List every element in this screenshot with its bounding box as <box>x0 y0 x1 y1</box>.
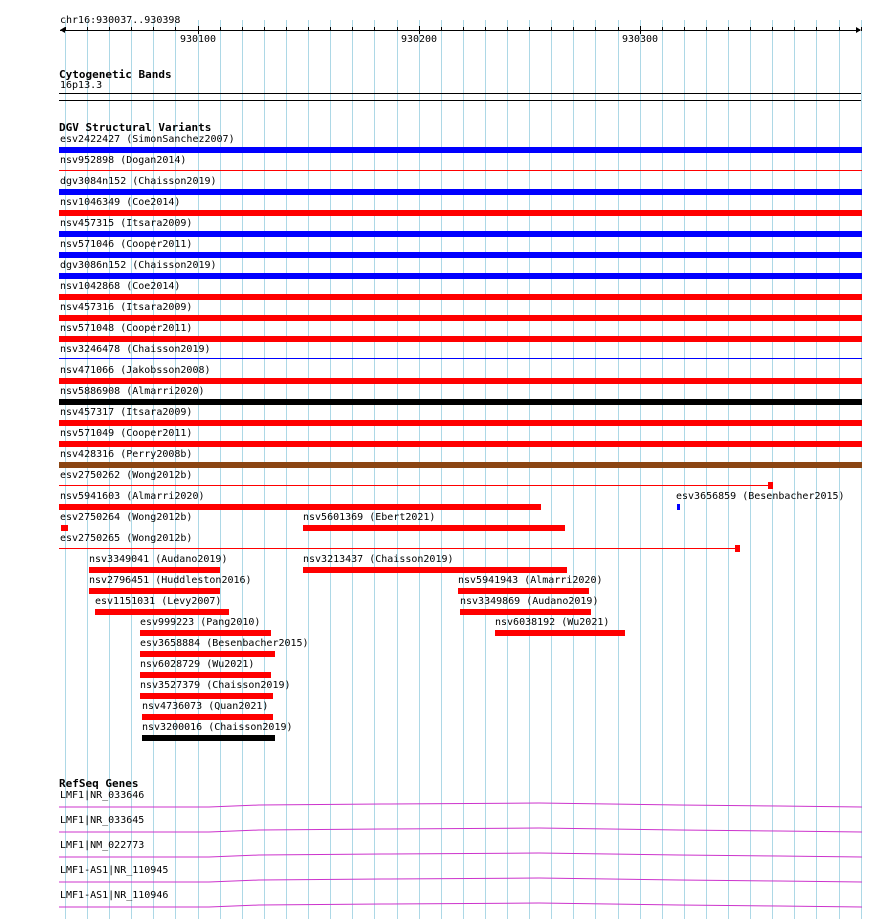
variant-label[interactable]: nsv5941943 (Almarri2020) <box>458 575 603 586</box>
variant-label[interactable]: nsv571048 (Cooper2011) <box>60 323 193 334</box>
ruler-axis <box>60 30 860 31</box>
variant-bar[interactable] <box>59 252 862 258</box>
variant-bar[interactable] <box>59 189 862 195</box>
ruler-minor-tick <box>65 27 66 31</box>
grid-line <box>772 20 773 919</box>
grid-line <box>242 20 243 919</box>
variant-bar[interactable] <box>89 567 220 573</box>
gene-label[interactable]: LMF1|NR_033646 <box>60 790 145 801</box>
grid-line <box>662 20 663 919</box>
variant-bar[interactable] <box>59 504 541 510</box>
ruler-minor-tick <box>419 26 420 34</box>
variant-label[interactable]: esv2750264 (Wong2012b) <box>60 512 193 523</box>
ruler-minor-tick <box>374 27 375 31</box>
variant-label[interactable]: nsv3200016 (Chaisson2019) <box>142 722 293 733</box>
variant-label[interactable]: nsv471066 (Jakobsson2008) <box>60 365 211 376</box>
gene-label[interactable]: LMF1|NM_022773 <box>60 840 145 851</box>
grid-line <box>750 20 751 919</box>
variant-label[interactable]: nsv3213437 (Chaisson2019) <box>303 554 454 565</box>
ruler-minor-tick <box>286 27 287 31</box>
variant-label[interactable]: nsv571049 (Cooper2011) <box>60 428 193 439</box>
variant-bar[interactable] <box>59 462 862 468</box>
gene-line <box>59 903 862 907</box>
ruler-minor-tick <box>551 27 552 31</box>
grid-line <box>529 20 530 919</box>
gene-label[interactable]: LMF1-AS1|NR_110946 <box>60 890 169 901</box>
variant-label[interactable]: nsv3527379 (Chaisson2019) <box>140 680 291 691</box>
variant-label[interactable]: esv3656859 (Besenbacher2015) <box>676 491 845 502</box>
variant-label[interactable]: nsv571046 (Cooper2011) <box>60 239 193 250</box>
grid-line <box>839 20 840 919</box>
grid-line <box>286 20 287 919</box>
variant-bar[interactable] <box>61 525 68 531</box>
variant-label[interactable]: nsv3246478 (Chaisson2019) <box>60 344 211 355</box>
gene-model[interactable] <box>59 876 862 884</box>
grid-line <box>684 20 685 919</box>
ruler-minor-tick <box>662 27 663 31</box>
ruler-minor-tick <box>706 27 707 31</box>
variant-bar[interactable] <box>303 525 565 531</box>
grid-line <box>706 20 707 919</box>
ruler-minor-tick <box>87 27 88 31</box>
grid-line <box>198 20 199 919</box>
cytoband-bar-bottom <box>59 100 861 101</box>
variant-bar[interactable] <box>59 273 862 279</box>
variant-label[interactable]: nsv1042868 (Coe2014) <box>60 281 181 292</box>
variant-label[interactable]: nsv457317 (Itsara2009) <box>60 407 193 418</box>
gene-line <box>59 853 862 857</box>
grid-line <box>397 20 398 919</box>
variant-label[interactable]: esv999223 (Pang2010) <box>140 617 261 628</box>
variant-bar[interactable] <box>140 630 271 636</box>
ruler-minor-tick <box>397 27 398 31</box>
ruler-minor-tick <box>485 27 486 31</box>
variant-label[interactable]: nsv428316 (Perry2008b) <box>60 449 193 460</box>
cytoband-label: 16p13.3 <box>60 80 103 91</box>
variant-bar-cap[interactable] <box>735 545 740 552</box>
variant-bar[interactable] <box>59 485 771 486</box>
variant-label[interactable]: nsv457316 (Itsara2009) <box>60 302 193 313</box>
grid-line <box>794 20 795 919</box>
variant-bar[interactable] <box>495 630 625 636</box>
variant-label[interactable]: nsv2796451 (Huddleston2016) <box>89 575 252 586</box>
grid-line <box>573 20 574 919</box>
location-label: chr16:930037..930398 <box>60 15 181 26</box>
variant-label[interactable]: esv1151031 (Levy2007) <box>95 596 222 607</box>
ruler-tick-label: 930100 <box>179 34 217 45</box>
gene-model[interactable] <box>59 826 862 834</box>
ruler-minor-tick <box>198 26 199 34</box>
variant-bar[interactable] <box>59 358 862 359</box>
grid-line <box>330 20 331 919</box>
variant-bar[interactable] <box>59 420 862 426</box>
ruler-minor-tick <box>507 27 508 31</box>
gene-model[interactable] <box>59 901 862 909</box>
gene-line <box>59 828 862 832</box>
ruler-minor-tick <box>794 27 795 31</box>
grid-line <box>374 20 375 919</box>
variant-label[interactable]: nsv6038192 (Wu2021) <box>495 617 610 628</box>
ruler-minor-tick <box>618 27 619 31</box>
ruler[interactable] <box>0 0 890 50</box>
gene-label[interactable]: LMF1|NR_033645 <box>60 815 145 826</box>
variant-bar[interactable] <box>677 504 680 510</box>
variant-bar[interactable] <box>59 170 862 171</box>
variant-bar[interactable] <box>140 672 271 678</box>
gene-label[interactable]: LMF1-AS1|NR_110945 <box>60 865 169 876</box>
variant-label[interactable]: esv2422427 (SimonSanchez2007) <box>60 134 235 145</box>
variant-label[interactable]: nsv3349869 (Audano2019) <box>460 596 599 607</box>
variant-bar[interactable] <box>460 609 591 615</box>
variant-bar[interactable] <box>303 567 567 573</box>
ruler-minor-tick <box>595 27 596 31</box>
ruler-minor-tick <box>308 27 309 31</box>
ruler-minor-tick <box>573 27 574 31</box>
variant-bar[interactable] <box>59 378 862 384</box>
variant-bar[interactable] <box>142 735 275 741</box>
cytoband-bar-top <box>59 93 861 94</box>
grid-line <box>507 20 508 919</box>
gene-model[interactable] <box>59 851 862 859</box>
grid-line <box>264 20 265 919</box>
grid-line <box>816 20 817 919</box>
gene-line <box>59 878 862 882</box>
ruler-minor-tick <box>640 26 641 34</box>
ruler-minor-tick <box>153 27 154 31</box>
variant-bar[interactable] <box>59 231 862 237</box>
variant-bar[interactable] <box>140 651 275 657</box>
cytoband-track-title: Cytogenetic Bands <box>59 68 172 81</box>
variant-label[interactable]: nsv5886908 (Almarri2020) <box>60 386 205 397</box>
variant-bar-cap[interactable] <box>768 482 773 489</box>
grid-line <box>463 20 464 919</box>
ruler-minor-tick <box>109 27 110 31</box>
variant-bar[interactable] <box>59 399 862 405</box>
variant-bar[interactable] <box>59 441 862 447</box>
grid-line <box>485 20 486 919</box>
grid-line <box>352 20 353 919</box>
variant-label[interactable]: nsv5601369 (Ebert2021) <box>303 512 436 523</box>
variant-bar[interactable] <box>59 210 862 216</box>
variant-label[interactable]: dgv3086n152 (Chaisson2019) <box>60 260 217 271</box>
ruler-minor-tick <box>441 27 442 31</box>
variant-bar[interactable] <box>59 294 862 300</box>
grid-line <box>618 20 619 919</box>
variant-label[interactable]: nsv6028729 (Wu2021) <box>140 659 255 670</box>
ruler-tick-label: 930300 <box>621 34 659 45</box>
ruler-minor-tick <box>131 27 132 31</box>
variant-bar[interactable] <box>59 315 862 321</box>
variant-bar[interactable] <box>59 336 862 342</box>
variant-bar[interactable] <box>59 548 739 549</box>
ruler-minor-tick <box>242 27 243 31</box>
variant-label[interactable]: nsv3349041 (Audano2019) <box>89 554 228 565</box>
ruler-minor-tick <box>861 27 862 31</box>
ruler-minor-tick <box>175 27 176 31</box>
variant-bar[interactable] <box>140 693 273 699</box>
ruler-minor-tick <box>330 27 331 31</box>
grid-line <box>728 20 729 919</box>
grid-line <box>640 20 641 919</box>
variant-bar[interactable] <box>458 588 589 594</box>
ruler-minor-tick <box>772 27 773 31</box>
ruler-minor-tick <box>463 27 464 31</box>
grid-line <box>220 20 221 919</box>
ruler-minor-tick <box>352 27 353 31</box>
refseq-track-title: RefSeq Genes <box>59 777 139 790</box>
gene-model[interactable] <box>59 801 862 809</box>
ruler-minor-tick <box>839 27 840 31</box>
dgv-track-title: DGV Structural Variants <box>59 121 212 134</box>
grid-line <box>861 20 862 919</box>
grid-line <box>551 20 552 919</box>
variant-label[interactable]: esv3658884 (Besenbacher2015) <box>140 638 309 649</box>
variant-bar[interactable] <box>89 588 220 594</box>
cytoband-track[interactable] <box>0 66 890 106</box>
variant-label[interactable]: nsv457315 (Itsara2009) <box>60 218 193 229</box>
grid-line <box>308 20 309 919</box>
variant-bar[interactable] <box>142 714 273 720</box>
variant-label[interactable]: dgv3084n152 (Chaisson2019) <box>60 176 217 187</box>
variant-bar[interactable] <box>95 609 229 615</box>
ruler-minor-tick <box>529 27 530 31</box>
ruler-minor-tick <box>816 27 817 31</box>
grid-line <box>595 20 596 919</box>
variant-label[interactable]: esv2750262 (Wong2012b) <box>60 470 193 481</box>
grid-line <box>441 20 442 919</box>
grid-line <box>419 20 420 919</box>
ruler-minor-tick <box>684 27 685 31</box>
gene-line <box>59 803 862 807</box>
variant-label[interactable]: esv2750265 (Wong2012b) <box>60 533 193 544</box>
variant-label[interactable]: nsv5941603 (Almarri2020) <box>60 491 205 502</box>
variant-label[interactable]: nsv4736073 (Quan2021) <box>142 701 269 712</box>
ruler-minor-tick <box>264 27 265 31</box>
ruler-minor-tick <box>728 27 729 31</box>
variant-bar[interactable] <box>59 147 862 153</box>
variant-label[interactable]: nsv952898 (Dogan2014) <box>60 155 187 166</box>
ruler-minor-tick <box>750 27 751 31</box>
variant-label[interactable]: nsv1046349 (Coe2014) <box>60 197 181 208</box>
ruler-minor-tick <box>220 27 221 31</box>
ruler-tick-label: 930200 <box>400 34 438 45</box>
